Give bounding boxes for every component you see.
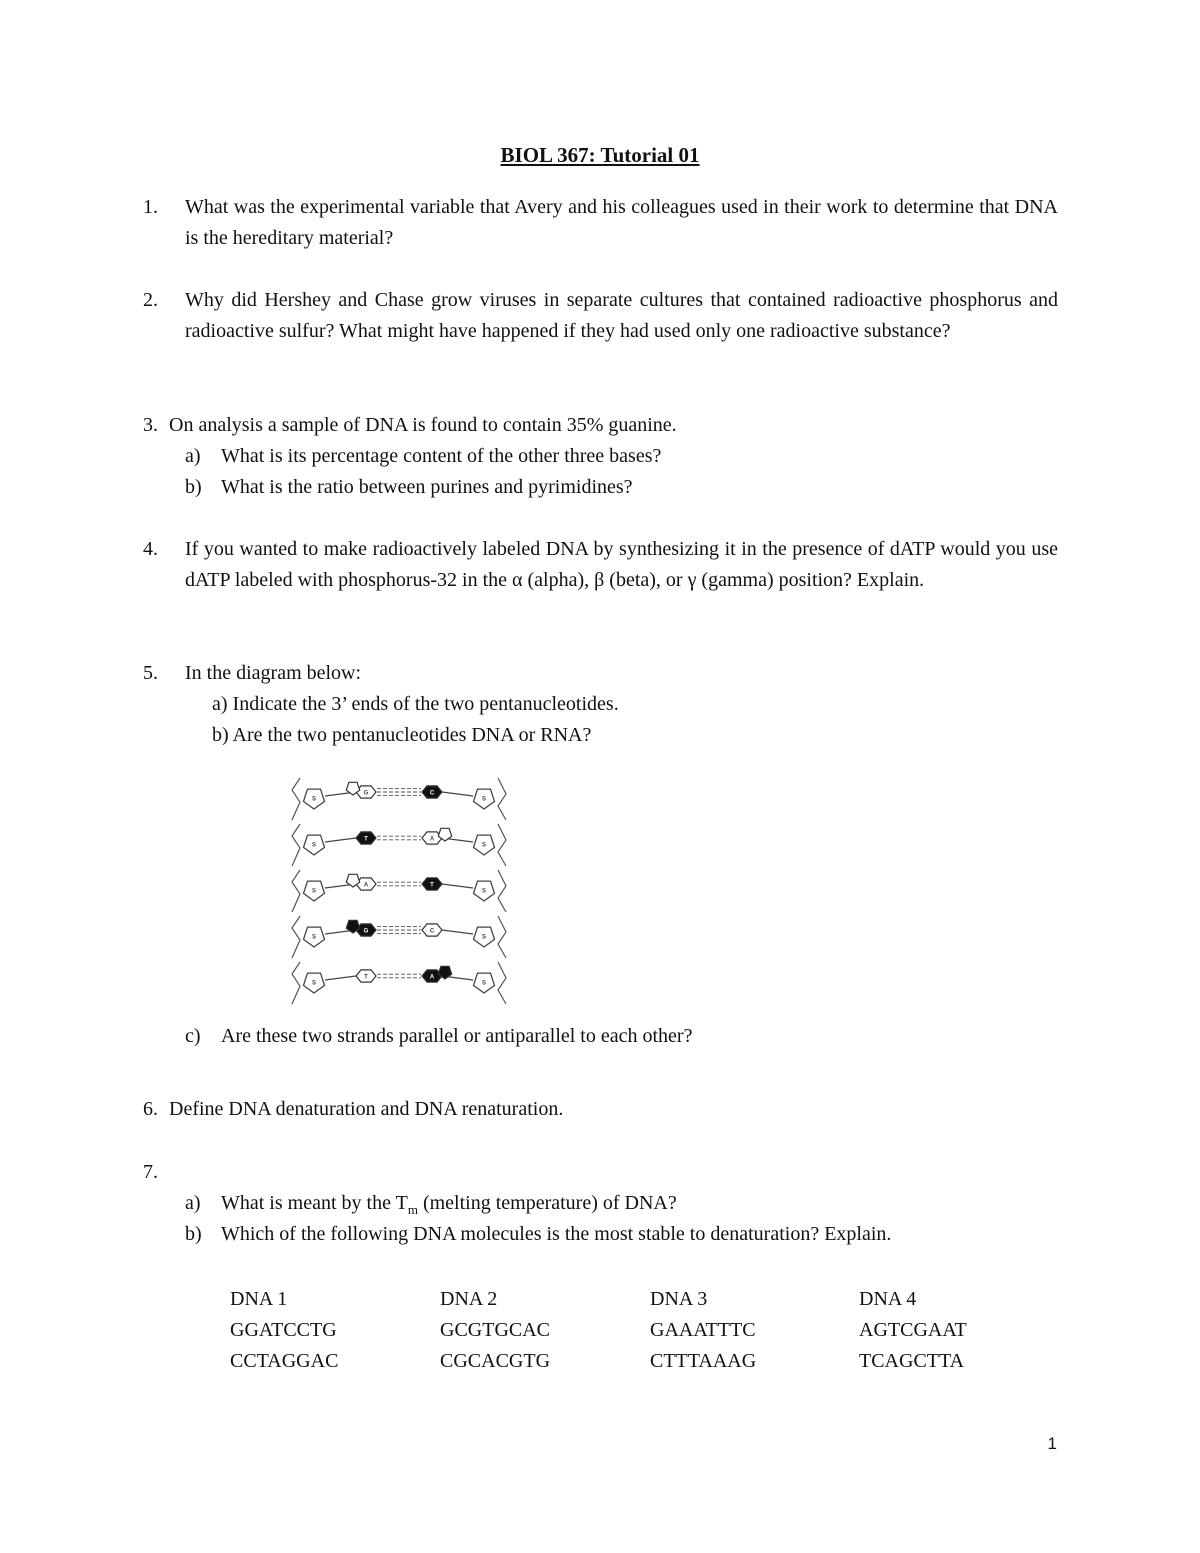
left-backbone-segment [292, 870, 300, 912]
dna-top-strand: GGATCCTG [230, 1319, 337, 1341]
dna-bottom-strand: CCTAGGAC [230, 1350, 339, 1372]
question-4-text: If you wanted to make radioactively labeled DNA by synthesizing it in the presence of dATP would you use dATP labeled with phosphorus-32 in the α (alpha), β (beta), or γ (gamma) position? Explain. [185, 538, 1058, 591]
right-base-label: A [429, 974, 435, 981]
right-base-label: T [430, 882, 434, 889]
sugar-left-label: S [311, 934, 317, 941]
left-base-label: A [363, 882, 369, 889]
sugar-right-label: S [481, 934, 487, 941]
question-5c-label: c) [185, 1025, 201, 1047]
right-backbone-segment [498, 916, 506, 958]
right-glycosidic-bond [442, 884, 473, 888]
left-glycosidic-bond [325, 976, 356, 980]
right-backbone-segment [498, 962, 506, 1004]
right-backbone-segment [498, 870, 506, 912]
question-6-text: Define DNA denaturation and DNA renaturation. [169, 1098, 564, 1120]
right-glycosidic-bond [442, 792, 473, 796]
page-title: BIOL 367: Tutorial 01 [500, 143, 700, 167]
dna-top-strand: AGTCGAAT [859, 1319, 967, 1341]
question-3a-label: a) [185, 445, 201, 467]
question-2-number: 2. [143, 289, 158, 311]
dna-bottom-strand: TCAGCTTA [859, 1350, 965, 1372]
dna-column [230, 1284, 430, 1377]
left-glycosidic-bond [325, 838, 356, 842]
dna-top-strand: GAAATTTC [650, 1319, 756, 1341]
question-7 [143, 1157, 1058, 1188]
question-4 [143, 534, 1058, 596]
dna-name: DNA 4 [859, 1288, 917, 1310]
question-7a-label: a) [185, 1192, 201, 1214]
question-7a-subscript: m [407, 1202, 418, 1217]
question-2-text: Why did Hershey and Chase grow viruses in separate cultures that contained radioactive phosphorus and radioactive sulfur? What might have happened if they had used only one radioactive substance? [185, 289, 1058, 342]
question-3b-label: b) [185, 476, 202, 498]
question-3a [185, 441, 661, 472]
dna-column [859, 1284, 1059, 1377]
dna-name: DNA 2 [440, 1288, 498, 1310]
right-base-label: C [429, 928, 435, 935]
dna-column [650, 1284, 850, 1377]
left-base-label: T [364, 836, 368, 843]
left-base-label: G [363, 928, 369, 935]
sugar-left-label: S [311, 842, 317, 849]
question-7a-text-end: (melting temperature) of DNA? [417, 1192, 677, 1214]
sugar-left-label: S [311, 796, 317, 803]
question-7-number: 7. [143, 1161, 158, 1183]
sugar-right-label: S [481, 842, 487, 849]
dna-top-strand: GCGTGCAC [440, 1319, 551, 1341]
question-1-text: What was the experimental variable that Avery and his colleagues used in their work to determine that DNA is the hereditary material? [185, 196, 1058, 249]
left-backbone-segment [292, 824, 300, 866]
question-5b: b) Are the two pentanucleotides DNA or RNA? [212, 724, 592, 746]
left-backbone-segment [292, 916, 300, 958]
question-5 [143, 658, 1058, 689]
question-3a-text: What is its percentage content of the other three bases? [221, 445, 662, 467]
dna-name: DNA 3 [650, 1288, 708, 1310]
dna-bottom-strand: CTTTAAAG [650, 1350, 757, 1372]
sugar-left-label: S [311, 980, 317, 987]
question-7b [185, 1219, 891, 1250]
question-7a-text: What is meant by the T [221, 1192, 408, 1214]
pentanucleotide-diagram [282, 770, 522, 1008]
dna-name: DNA 1 [230, 1288, 288, 1310]
left-backbone-segment [292, 778, 300, 820]
right-base-label: C [429, 790, 435, 797]
left-base-label: T [364, 974, 368, 981]
sugar-left-label: S [311, 888, 317, 895]
right-base-label: A [429, 836, 435, 843]
question-3-text: On analysis a sample of DNA is found to contain 35% guanine. [169, 414, 677, 436]
question-5c [185, 1021, 692, 1052]
dna-bottom-strand: CGCACGTG [440, 1350, 551, 1372]
dna-column [440, 1284, 640, 1377]
sugar-right-label: S [481, 796, 487, 803]
question-2 [143, 285, 1058, 347]
right-glycosidic-bond [442, 930, 473, 934]
question-1 [143, 192, 1058, 254]
question-1-number: 1. [143, 196, 158, 218]
question-3b [185, 472, 633, 503]
question-3b-text: What is the ratio between purines and pyrimidines? [221, 476, 633, 498]
sugar-right-label: S [481, 888, 487, 895]
page-number: 1 [1047, 1434, 1057, 1453]
right-backbone-segment [498, 824, 506, 866]
question-5c-text: Are these two strands parallel or antiparallel to each other? [221, 1025, 693, 1047]
sugar-right-label: S [481, 980, 487, 987]
question-5-text: In the diagram below: [185, 662, 362, 684]
question-4-number: 4. [143, 538, 158, 560]
question-6-number: 6. [143, 1098, 158, 1120]
question-7b-label: b) [185, 1223, 202, 1245]
question-5a: a) Indicate the 3’ ends of the two pentanucleotides. [212, 693, 619, 715]
question-7b-text: Which of the following DNA molecules is the most stable to denaturation? Explain. [221, 1223, 892, 1245]
question-3 [143, 410, 1058, 441]
left-backbone-segment [292, 962, 300, 1004]
question-5-number: 5. [143, 662, 158, 684]
right-backbone-segment [498, 778, 506, 820]
left-base-label: G [363, 790, 369, 797]
question-6 [143, 1094, 1058, 1125]
question-3-number: 3. [143, 414, 158, 436]
